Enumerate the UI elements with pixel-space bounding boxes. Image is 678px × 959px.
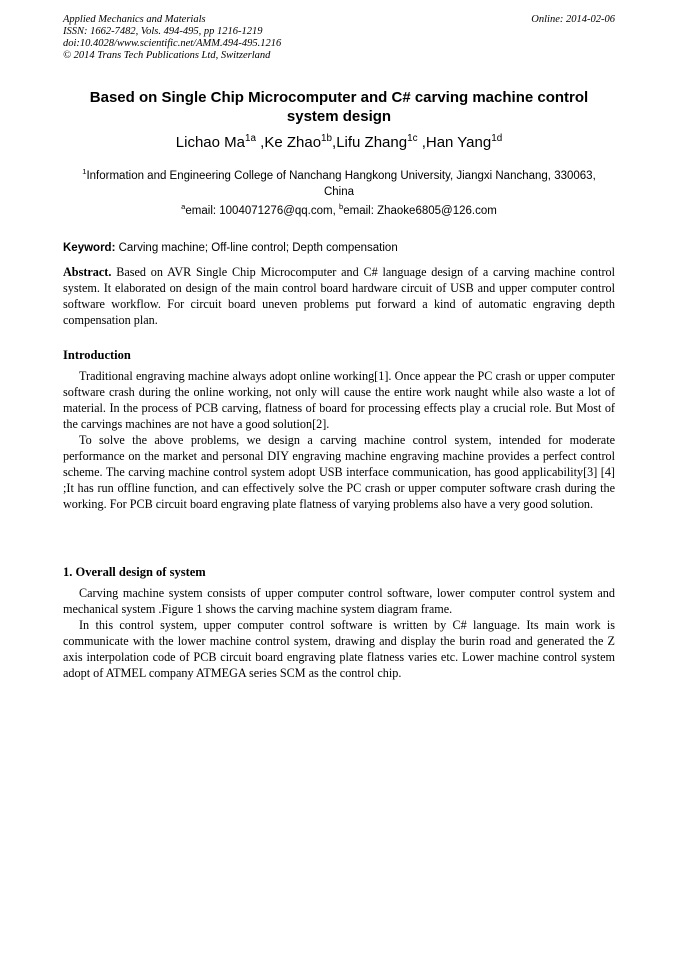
doi-line: doi:10.4028/www.scientific.net/AMM.494-495.1216 [63, 38, 282, 49]
email-text: email: Zhaoke6805@126.com [343, 205, 497, 217]
paragraph: In this control system, upper computer control software is written by C# language. Its main work is communicate with the lower machine control system, drawing and display the burin road and generated the Z axis interpolation code of PCB circuit board engraving plate flatness varies etc. Lower machine control system adopt of ATMEL company ATMEGA series SCM as the control chip. [63, 618, 615, 680]
author-name: Han Yang [425, 134, 492, 151]
paragraph: Carving machine system consists of upper computer control software, lower computer control system and mechanical system .Figure 1 shows the carving machine system diagram frame. [63, 586, 615, 616]
author-separator: , [332, 134, 337, 151]
keywords [63, 240, 615, 256]
author-superscript: 1d [491, 133, 503, 144]
email-superscript: b [339, 202, 344, 212]
online-date: Online: 2014-02-06 [531, 14, 615, 25]
keyword-text: Carving machine; Off-line control; Depth compensation [115, 242, 398, 254]
issn-line: ISSN: 1662-7482, Vols. 494-495, pp 1216-1219 [63, 26, 263, 37]
affiliation [80, 168, 598, 200]
paper-title: Based on Single Chip Microcomputer and C# carving machine control system design [89, 89, 589, 125]
section-introduction [63, 368, 615, 512]
journal-name: Applied Mechanics and Materials [63, 14, 206, 25]
keyword-label: Keyword: [63, 242, 116, 254]
abstract-text: Based on AVR Single Chip Microcomputer and C# language design of a carving machine control system. It elaborated on design of the main control board hardware circuit of USB and upper computer control software workflow. For circuit board uneven problems put forward a kind of automatic engraving depth compensation plan. [63, 265, 615, 327]
author-name: Ke Zhao [264, 134, 322, 151]
paragraph: Traditional engraving machine always adopt online working[1]. Once appear the PC crash or upper computer software crash during the online working, not only will cause the entire work naught while also waste a lot of material. In the process of PCB carving, flatness of board for processing effects play a crucial role. But Most of the carvings machines are not have a good solution[2]. [63, 369, 615, 431]
author-superscript: 1a [245, 133, 256, 144]
author-name: Lichao Ma [175, 134, 245, 151]
section-heading-introduction: Introduction [63, 348, 131, 362]
author-superscript: 1c [407, 133, 418, 144]
email-line [60, 203, 618, 219]
abstract-label: Abstract. [63, 265, 112, 279]
email-text: email: 1004071276@qq.com, [185, 205, 339, 217]
section-overall-design [63, 585, 615, 681]
author-separator: , [255, 134, 265, 151]
author-separator: , [417, 134, 426, 151]
paragraph: To solve the above problems, we design a carving machine control system, intended for moderate performance on the market and personal DIY engraving machine engraving machine provides a perfect control scheme. The carving machine control system adopt USB interface communication, has good applicability[3] [4] ;It has run offline function, and can effectively solve the PC crash or upper computer software crash during the working. For PCB circuit board engraving plate flatness of varying problems also have a very good solution. [63, 433, 615, 511]
author-list [60, 134, 618, 152]
affiliation-superscript: 1 [82, 167, 87, 177]
section-heading-overall-design: 1. Overall design of system [63, 565, 206, 579]
author-name: Lifu Zhang [336, 134, 408, 151]
author-superscript: 1b [321, 133, 333, 144]
journal-header [63, 14, 615, 62]
abstract [63, 264, 615, 328]
copyright-line: © 2014 Trans Tech Publications Ltd, Switzerland [63, 50, 271, 61]
email-superscript: a [181, 202, 186, 212]
affiliation-text: Information and Engineering College of Nanchang Hangkong University, Jiangxi Nanchang, 330063, China [86, 170, 596, 198]
